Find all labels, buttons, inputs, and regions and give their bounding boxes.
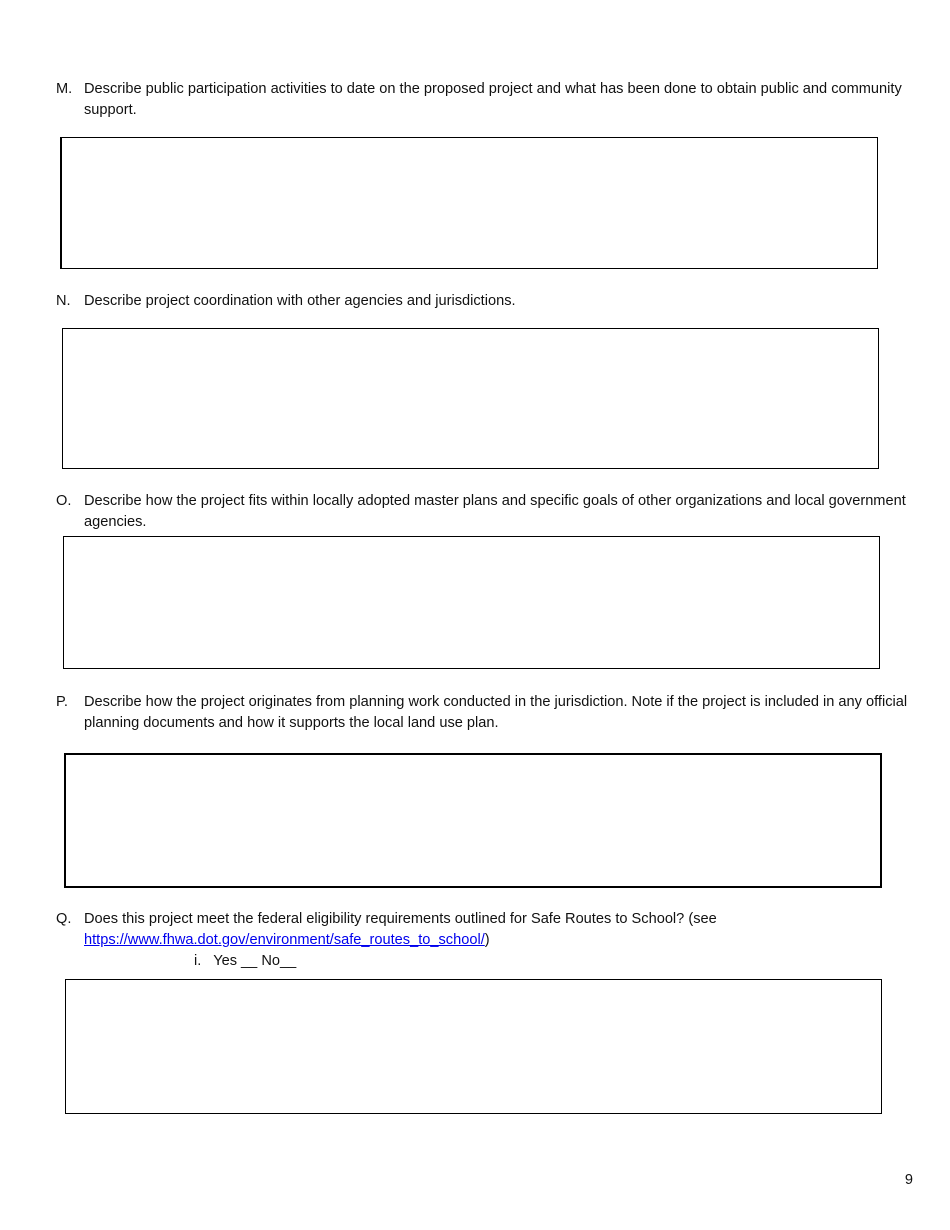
question-text-before-link: Does this project meet the federal eligibility requirements outlined for Safe Routes to School? (see <box>84 911 717 927</box>
question-q <box>56 909 916 951</box>
question-n <box>56 291 916 312</box>
question-text-after-link: ) <box>484 932 490 948</box>
question-text: Describe how the project originates from planning work conducted in the jurisdiction. Note if the project is included in any official planning documents and how it supports the local land use plan. <box>84 694 908 731</box>
answer-box-o[interactable] <box>63 536 880 669</box>
question-text: Describe project coordination with other agencies and jurisdictions. <box>84 293 516 309</box>
question-o <box>56 491 916 533</box>
answer-box-n[interactable] <box>62 328 879 469</box>
question-m <box>56 79 916 121</box>
question-letter: N. <box>56 293 71 309</box>
question-text <box>84 909 916 951</box>
answer-box-q[interactable] <box>65 979 882 1114</box>
question-text: Describe public participation activities to date on the proposed project and what has been done to obtain public and community support. <box>84 81 902 118</box>
question-letter: O. <box>56 493 72 509</box>
fhwa-srts-link[interactable]: https://www.fhwa.dot.gov/environment/safe_routes_to_school/ <box>84 932 485 948</box>
answer-box-p[interactable] <box>64 753 882 888</box>
question-text: Describe how the project fits within locally adopted master plans and specific goals of other organizations and local government agencies. <box>84 493 906 530</box>
question-letter: Q. <box>56 911 72 927</box>
question-p <box>56 692 908 734</box>
question-letter: P. <box>56 694 68 710</box>
page-number: 9 <box>904 1172 913 1188</box>
answer-box-m[interactable] <box>60 137 878 269</box>
question-letter: M. <box>56 81 73 97</box>
yes-no-option: i. Yes __ No__ <box>194 953 297 969</box>
